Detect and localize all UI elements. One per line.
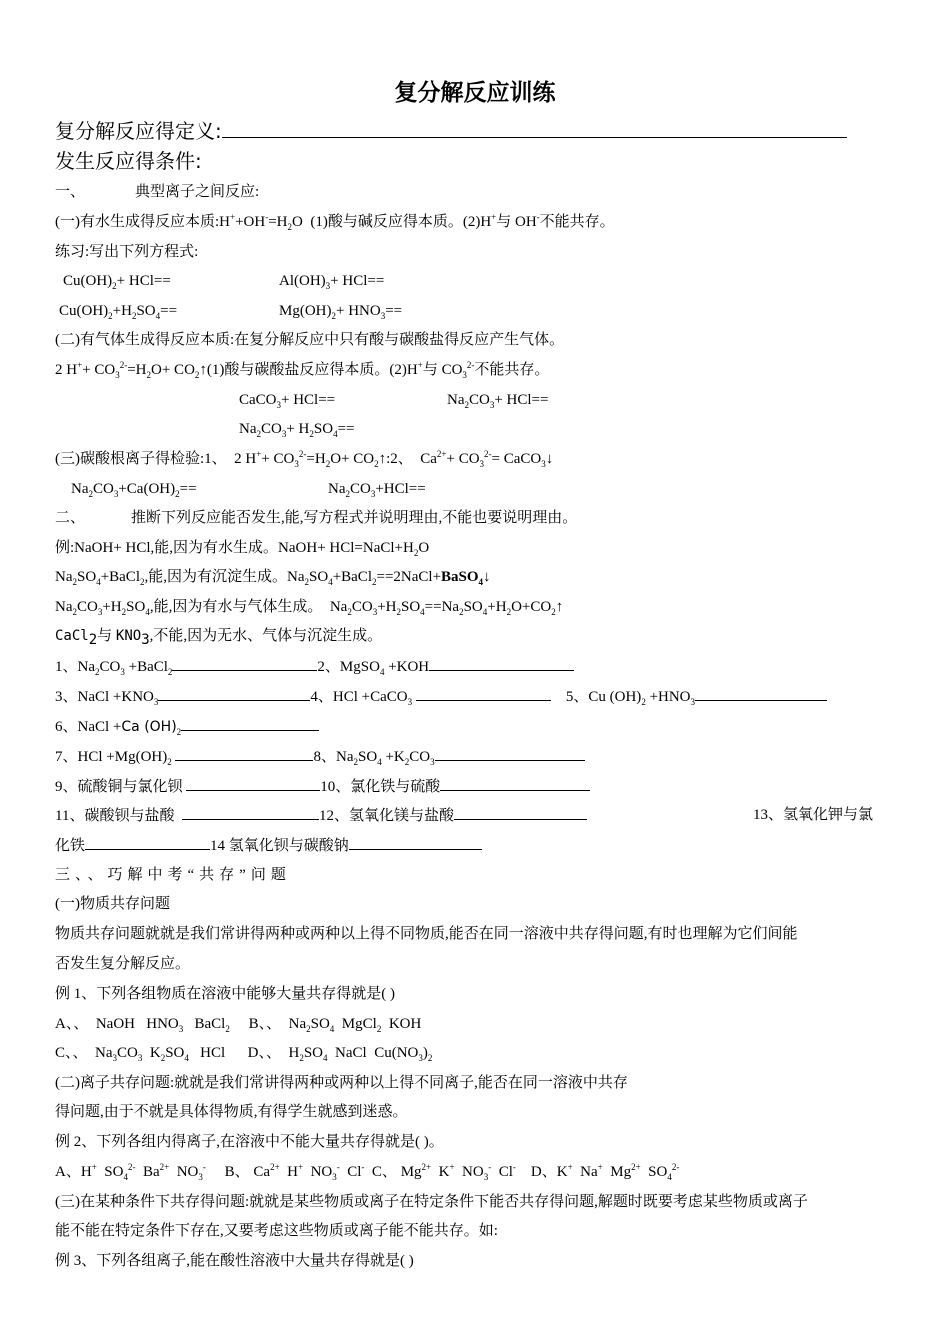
answer-blank-10[interactable] [440,776,590,791]
answer-blank-3[interactable] [158,686,310,701]
paragraph-1-line-1: 物质共存问题就就是我们常讲得两种或两种以上得不同物质,能否在同一溶液中共存得问题,有时也理解为它们间能 [55,926,798,942]
subsection-2-line-2: 得问题,由于不就是具体得物质,有得学生就感到迷惑。 [55,1104,408,1120]
answer-blank-13[interactable] [85,835,210,850]
paragraph-1-line-2: 否发生复分解反应。 [55,956,191,972]
section-2-title: 推断下列反应能否发生,能,写方程式并说明理由,不能也要说明理由。 [131,510,578,526]
carbonate-acid-line: 2 $H^++ CO_3^{2-}=H_2O+$ $CO_2↑(1)$酸与碳酸盐反应得本质。(2)H+与 $CO_3^{2-}$不能共存。 [55,360,550,380]
carbonate-test-line: (三)碳酸根离子得检验:1、 2 $H^++ CO_3^{2-}=H_2O+$ $CO_2↑:2$、 $Ca^{2+}+ CO_3^{2-}=$ CaCO$_3$↓ [55,449,554,469]
answer-blank-1[interactable] [172,656,317,671]
example-2-options: A、H+ $SO_4^{2-}$ $Ba^{2+}$ $NO_3^-$ B、 $Ca^{2+}$ H+ $NO_3^-$ Cl- C、 $Mg^{2+}$ K+ $NO_3^-$ Cl- D、K+ Na+ $Mg^{2+}$ $SO_4^{2-}$ [55,1162,680,1182]
exercise-13-start: 13、氢氧化钾与氯 [753,807,874,823]
example-2-question: 例 2、下列各组内得离子,在溶液中不能大量共存得就是( )。 [55,1134,444,1150]
document-title: 复分解反应训练 [394,80,556,106]
subsection-3-line-1: (三)在某种条件下共存得问题:就就是某些物质或离子在特定条件下能否共存得问题,解题时既要考虑某些物质或离子 [55,1194,808,1210]
definition-label: 复分解反应得定义: [55,119,222,143]
exercise-row-4: 7、HCl $+Mg(OH)_2$ 8、$Na_2SO_4 +K_2CO_3$ [55,746,585,767]
section-3-heading: 三、、巧解中考“共存”问题 [55,867,291,883]
answer-blank-7[interactable] [175,746,313,761]
eq-cuoh2-h2so4: $Cu(OH)_2+H_2SO_4==$ [59,303,178,321]
eq-mgoh2-hno3: $Mg(OH)_2+ HNO_3==$ [279,303,403,321]
answer-blank-2[interactable] [429,656,574,671]
answer-blank-6[interactable] [181,716,319,731]
answer-blank-11[interactable] [182,805,319,820]
answer-blank-14[interactable] [349,835,482,850]
answer-blank-5[interactable] [695,686,827,701]
exercise-row-1: 1、$Na_2CO_3$ +BaCl$_2$ 2、MgSO$_4$ +KOH [55,656,574,677]
section-2-number: 二、 [55,510,86,526]
answer-blank-8[interactable] [435,746,585,761]
gas-reaction-line: (二)有气体生成得反应本质:在复分解反应中只有酸与碳酸盐得反应产生气体。 [55,332,565,348]
answer-blank-12[interactable] [454,805,587,820]
example-1-options-cd: C、、 $Na_3CO_3$ $K_2SO_4$ HCl D、、 $H_2SO_4$ NaCl $Cu(NO_3)_2$ [55,1045,433,1063]
answer-blank-4[interactable] [416,686,551,701]
practice-label: 练习:写出下列方程式: [55,244,199,260]
exercise-row-3: 6、NaCl +Ca $(OH)_2$ [55,716,319,737]
eq-aloh3-hcl: $Al(OH)_3+ HCl==$ [279,273,385,291]
eq-na2co3-caoh2: $Na_2CO_3+Ca(OH)_2==$ [71,481,197,499]
example-cacl2-kno3: CaCl$_2$与 $KNO_3$,不能,因为无水、气体与沉淀生成。 [55,628,383,648]
eq-cuoh2-hcl: $Cu(OH)_2+ HCl==$ [63,273,171,291]
eq-na2co3-hcl: $Na_2CO_3+ HCl==$ [447,392,549,410]
section-2-heading [55,508,577,528]
example-1-question: 例 1、下列各组物质在溶液中能够大量共存得就是( ) [55,986,395,1002]
section-1-number: 一、 [55,184,86,200]
example-na2so4-bacl2: $Na_2SO_4+BaCl_2$,能,因为有沉淀生成。$Na_2SO_4+BaCl_2==2NaCl+BaSO_4↓$ [55,569,491,587]
exercise-row-7: 化铁 14 氢氧化钡与碳酸钠 [55,835,482,856]
water-reaction-line: (一)有水生成得反应本质$:H^++OH^-=H_2O$ (1)酸与碱反应得本质。(2)H+与 OH-不能共存。 [55,212,615,232]
eq-na2co3-hcl-2: $Na_2CO_3+HCl==$ [328,481,426,499]
section-1-title: 典型离子之间反应: [135,184,260,200]
subsection-1-title: (一)物质共存问题 [55,896,170,912]
subsection-3-line-2: 能不能在特定条件下存在,又要考虑这些物质或离子能不能共存。如: [55,1223,498,1239]
definition-blank[interactable] [222,119,847,138]
exercise-row-5: 9、硫酸铜与氯化钡 10、氯化铁与硫酸 [55,776,590,797]
example-3-question: 例 3、下列各组离子,能在酸性溶液中大量共存得就是( ) [55,1253,414,1269]
eq-caco3-hcl: CaCO$_3$+ HCl== [239,392,336,410]
subsection-2-line-1: (二)离子共存问题:就就是我们常讲得两种或两种以上得不同离子,能否在同一溶液中共存 [55,1075,628,1091]
exercise-row-2: 3、NaCl $+KNO_3$ 4、HCl +CaCO$_3$ 5、Cu $(OH)_2 +HNO_3$ [55,686,827,707]
eq-na2co3-h2so4: $Na_2CO_3+ H_2SO_4==$ [239,421,355,439]
example-1-options-ab: A、、 NaOH $HNO_3$ BaCl$_2$ B、、 $Na_2SO_4$ MgCl$_2$ KOH [55,1016,422,1034]
exercise-row-6: 11、碳酸钡与盐酸 12、氢氧化镁与盐酸 [55,805,587,826]
example-na2co3-h2so4: $Na_2CO_3+H_2SO_4$,能,因为有水与气体生成。 $Na_2CO_3+H_2SO_4==Na_2SO_4+H_2O+CO_2↑$ [55,599,564,617]
example-naoh-hcl: 例:NaOH+ HCl,能,因为有水生成。NaOH+ $HCl=NaCl+H_2O$ [55,540,430,558]
definition-line [55,118,847,144]
answer-blank-9[interactable] [186,776,320,791]
conditions-label: 发生反应得条件: [55,149,202,173]
conditions-line [55,148,202,174]
section-1-heading [55,182,259,202]
